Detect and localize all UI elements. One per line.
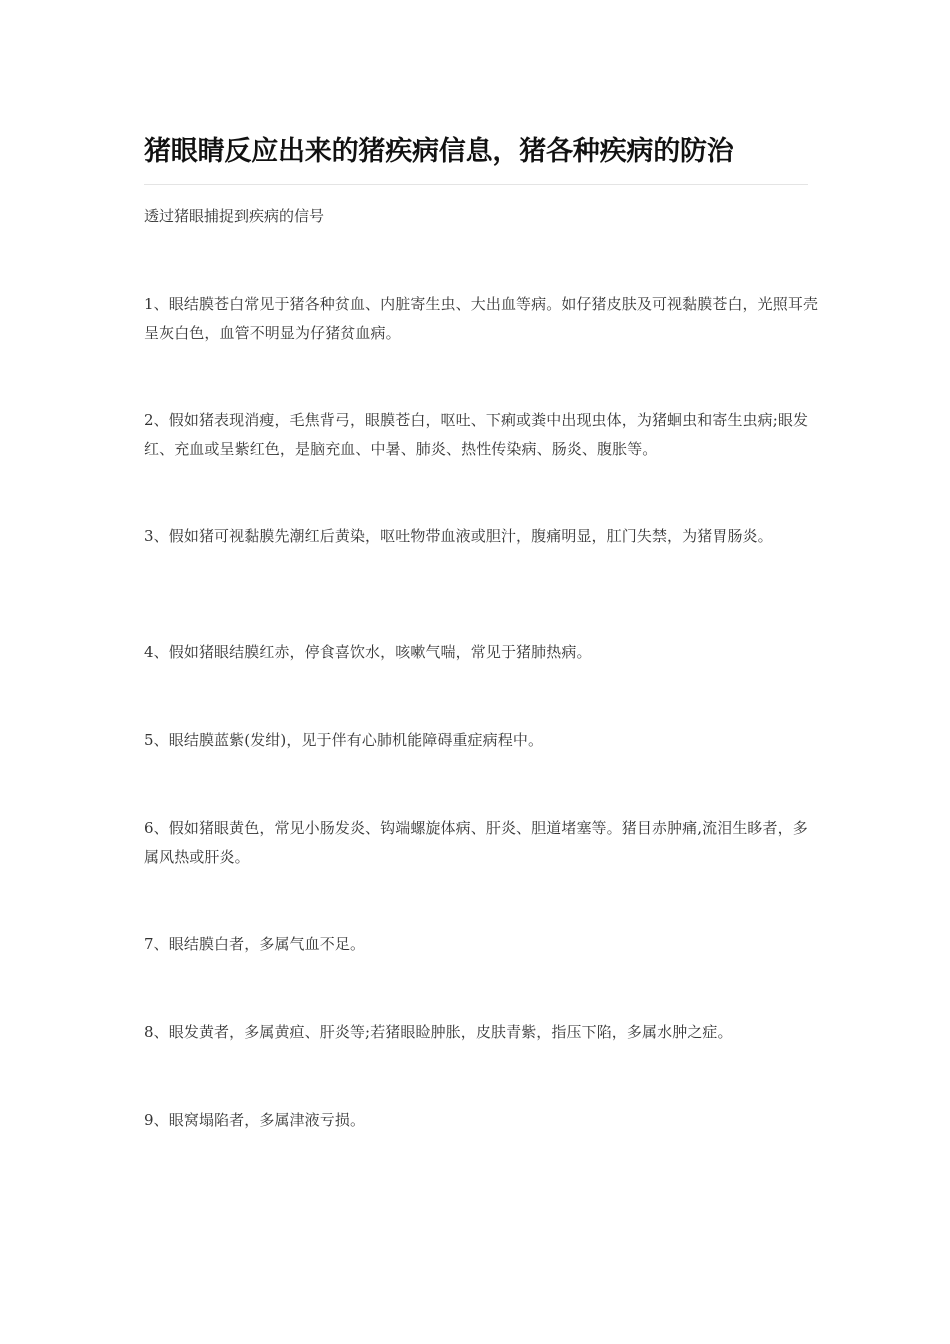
paragraph-5: 5、眼结膜蓝紫(发绀)，见于伴有心肺机能障碍重症病程中。 <box>144 731 544 749</box>
paragraph-7: 7、眼结膜白者，多属气血不足。 <box>144 935 366 953</box>
title-divider <box>144 184 808 185</box>
paragraph-2: 2、假如猪表现消瘦，毛焦背弓，眼膜苍白，呕吐、下痢或粪中出现虫体，为猪蛔虫和寄生虫病;眼发红、充血或呈紫红色，是脑充血、中暑、肺炎、热性传染病、肠炎、腹胀等。 <box>144 411 809 458</box>
paragraph-1: 1、眼结膜苍白常见于猪各种贫血、内脏寄生虫、大出血等病。如仔猪皮肤及可视黏膜苍白，光照耳壳呈灰白色，血管不明显为仔猪贫血病。 <box>144 295 819 342</box>
paragraph-6: 6、假如猪眼黄色，常见小肠发炎、钩端螺旋体病、肝炎、胆道堵塞等。猪目赤肿痛,流泪生眵者，多属风热或肝炎。 <box>144 819 808 866</box>
article-subtitle: 透过猪眼捕捉到疾病的信号 <box>144 207 325 225</box>
paragraph-4: 4、假如猪眼结膜红赤，停食喜饮水，咳嗽气喘，常见于猪肺热病。 <box>144 643 592 661</box>
article-title: 猪眼睛反应出来的猪疾病信息，猪各种疾病的防治 <box>144 136 734 167</box>
paragraph-3: 3、假如猪可视黏膜先潮红后黄染，呕吐物带血液或胆汁，腹痛明显，肛门失禁，为猪胃肠炎。 <box>144 527 773 545</box>
paragraph-9: 9、眼窝塌陷者，多属津液亏损。 <box>144 1111 366 1129</box>
paragraph-8: 8、眼发黄者，多属黄疸、肝炎等;若猪眼睑肿胀，皮肤青紫，指压下陷，多属水肿之症。 <box>144 1023 733 1041</box>
